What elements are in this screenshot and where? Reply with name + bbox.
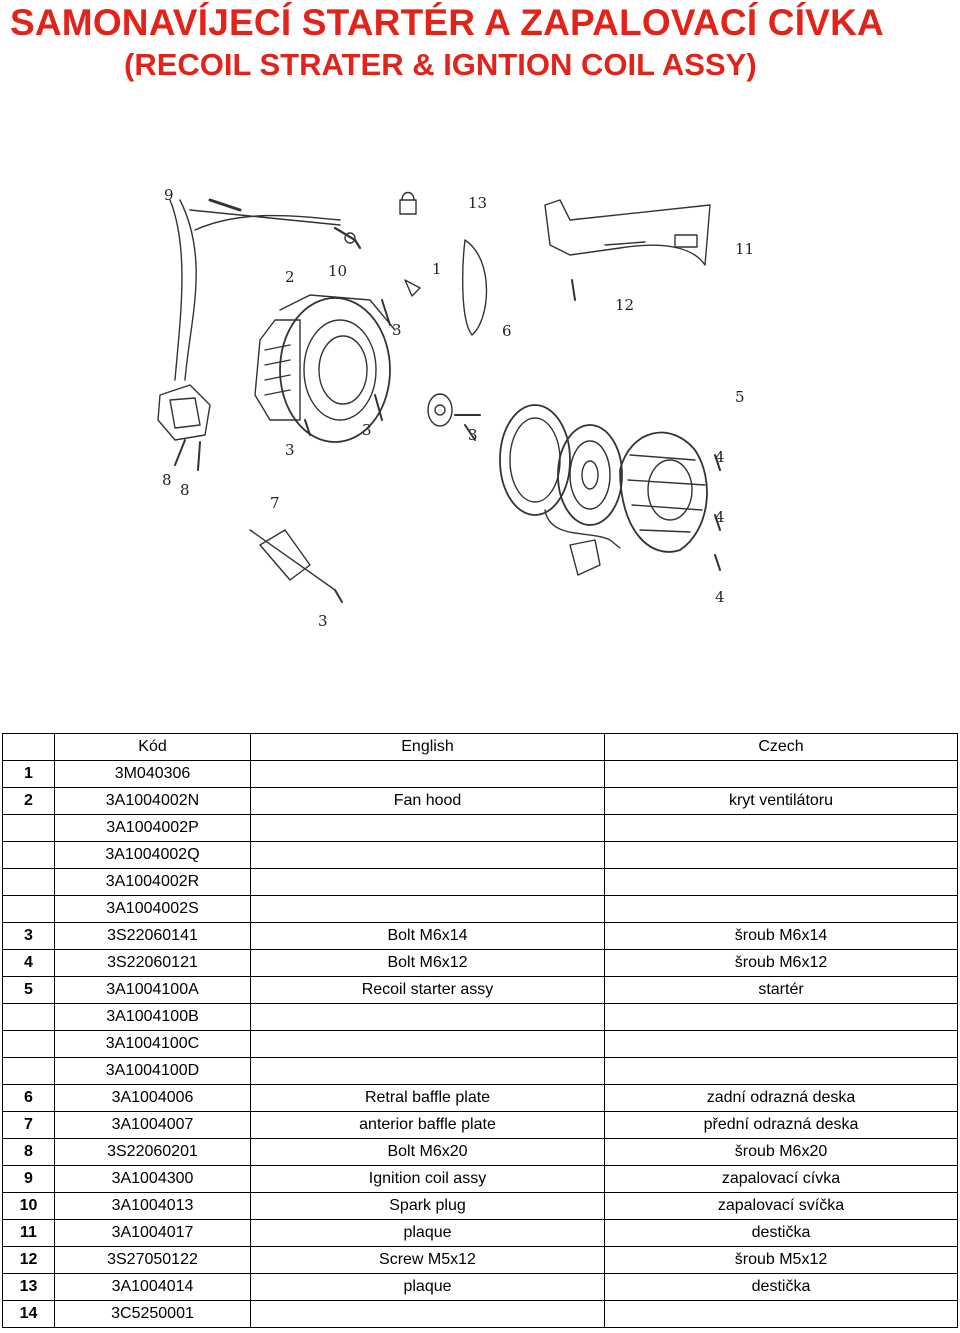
cell-czech [605,1031,958,1058]
header-english: English [251,734,605,761]
table-row [3,1301,958,1328]
cell-czech: kryt ventilátoru [605,788,958,815]
callout-3e: 3 [318,612,328,630]
table-row [3,1139,958,1166]
cell-english [251,842,605,869]
header-code: Kód [55,734,251,761]
callout-9: 9 [164,186,174,204]
callout-4: 4 [715,448,725,466]
cell-number: 11 [3,1220,55,1247]
cell-number: 14 [3,1301,55,1328]
cell-english: Retral baffle plate [251,1085,605,1112]
table-row [3,1274,958,1301]
cell-number: 6 [3,1085,55,1112]
callout-10: 10 [328,262,348,280]
table-row [3,1085,958,1112]
cell-code: 3A1004100B [55,1004,251,1031]
cell-code: 3A1004100A [55,977,251,1004]
table-row [3,1112,958,1139]
cell-english [251,815,605,842]
cell-number: 1 [3,761,55,788]
cell-english: Bolt M6x20 [251,1139,605,1166]
callout-4b: 4 [715,508,725,526]
header-czech: Czech [605,734,958,761]
cell-english: anterior baffle plate [251,1112,605,1139]
table-header-row [3,734,958,761]
cell-code: 3S27050122 [55,1247,251,1274]
cell-english [251,896,605,923]
cell-number [3,842,55,869]
cell-czech: zapalovací svíčka [605,1193,958,1220]
cell-english: Bolt M6x12 [251,950,605,977]
cell-number: 5 [3,977,55,1004]
cell-number [3,1031,55,1058]
cell-czech [605,1004,958,1031]
cell-number: 7 [3,1112,55,1139]
table-row [3,1004,958,1031]
cell-code: 3A1004002R [55,869,251,896]
cell-number: 12 [3,1247,55,1274]
cell-number: 4 [3,950,55,977]
cell-number: 2 [3,788,55,815]
cell-czech: šroub M6x14 [605,923,958,950]
cell-code: 3S22060121 [55,950,251,977]
cell-code: 3A1004300 [55,1166,251,1193]
cell-czech [605,815,958,842]
cell-code: 3A1004100C [55,1031,251,1058]
cell-code: 3A1004013 [55,1193,251,1220]
table-row [3,1058,958,1085]
table-row [3,923,958,950]
cell-number [3,896,55,923]
cell-code: 3M040306 [55,761,251,788]
table-row [3,1166,958,1193]
cell-english: plaque [251,1220,605,1247]
table-row [3,788,958,815]
callout-8b: 8 [180,481,190,499]
cell-code: 3A1004002P [55,815,251,842]
cell-code: 3A1004014 [55,1274,251,1301]
cell-code: 3A1004002S [55,896,251,923]
cell-czech [605,869,958,896]
cell-english [251,761,605,788]
cell-czech: destička [605,1274,958,1301]
cell-czech: startér [605,977,958,1004]
callout-13: 13 [468,194,488,212]
table-row [3,1193,958,1220]
cell-code: 3S22060141 [55,923,251,950]
cell-english: Spark plug [251,1193,605,1220]
callout-3b: 3 [362,421,372,439]
callout-3d: 3 [468,426,478,444]
page-subtitle: (RECOIL STRATER & IGNTION COIL ASSY) [124,47,757,82]
cell-english: Screw M5x12 [251,1247,605,1274]
cell-code: 3A1004007 [55,1112,251,1139]
cell-english [251,1004,605,1031]
callout-8: 8 [162,471,172,489]
cell-czech [605,1301,958,1328]
cell-code: 3A1004002Q [55,842,251,869]
cell-number: 10 [3,1193,55,1220]
callout-2: 2 [285,268,295,286]
cell-czech [605,1058,958,1085]
cell-number: 8 [3,1139,55,1166]
cell-english [251,1301,605,1328]
callout-11: 11 [735,240,755,258]
callout-5: 5 [735,388,745,406]
parts-table [2,733,958,1328]
cell-czech: šroub M6x12 [605,950,958,977]
parts-table-body [3,761,958,1328]
cell-english: Recoil starter assy [251,977,605,1004]
table-row [3,1247,958,1274]
cell-english: plaque [251,1274,605,1301]
cell-english: Bolt M6x14 [251,923,605,950]
cell-czech [605,842,958,869]
cell-czech: zadní odrazná deska [605,1085,958,1112]
callout-12: 12 [615,296,635,314]
cell-czech: zapalovací cívka [605,1166,958,1193]
cell-czech: přední odrazná deska [605,1112,958,1139]
table-row [3,896,958,923]
cell-czech: šroub M5x12 [605,1247,958,1274]
cell-number [3,815,55,842]
exploded-parts-diagram [150,170,770,640]
parts-drawing [150,170,770,640]
header-number [3,734,55,761]
table-row [3,869,958,896]
callout-1: 1 [432,260,442,278]
cell-number: 9 [3,1166,55,1193]
cell-number [3,1058,55,1085]
callout-3: 3 [392,321,402,339]
cell-english [251,1031,605,1058]
cell-english [251,1058,605,1085]
cell-english: Ignition coil assy [251,1166,605,1193]
cell-code: 3A1004002N [55,788,251,815]
cell-english [251,869,605,896]
table-row [3,842,958,869]
cell-number: 13 [3,1274,55,1301]
callout-3c: 3 [285,441,295,459]
page-title: SAMONAVÍJECÍ STARTÉR A ZAPALOVACÍ CÍVKA [10,2,884,43]
callout-6: 6 [502,322,512,340]
cell-number: 3 [3,923,55,950]
cell-code: 3A1004017 [55,1220,251,1247]
cell-english: Fan hood [251,788,605,815]
cell-czech: šroub M6x20 [605,1139,958,1166]
cell-number [3,869,55,896]
table-row [3,815,958,842]
callout-7: 7 [270,494,280,512]
cell-czech: destička [605,1220,958,1247]
cell-code: 3A1004100D [55,1058,251,1085]
cell-code: 3A1004006 [55,1085,251,1112]
table-row [3,1220,958,1247]
table-row [3,1031,958,1058]
cell-czech [605,896,958,923]
table-row [3,761,958,788]
cell-code: 3S22060201 [55,1139,251,1166]
cell-czech [605,761,958,788]
cell-code: 3C5250001 [55,1301,251,1328]
table-row [3,977,958,1004]
table-row [3,950,958,977]
cell-number [3,1004,55,1031]
callout-4c: 4 [715,588,725,606]
